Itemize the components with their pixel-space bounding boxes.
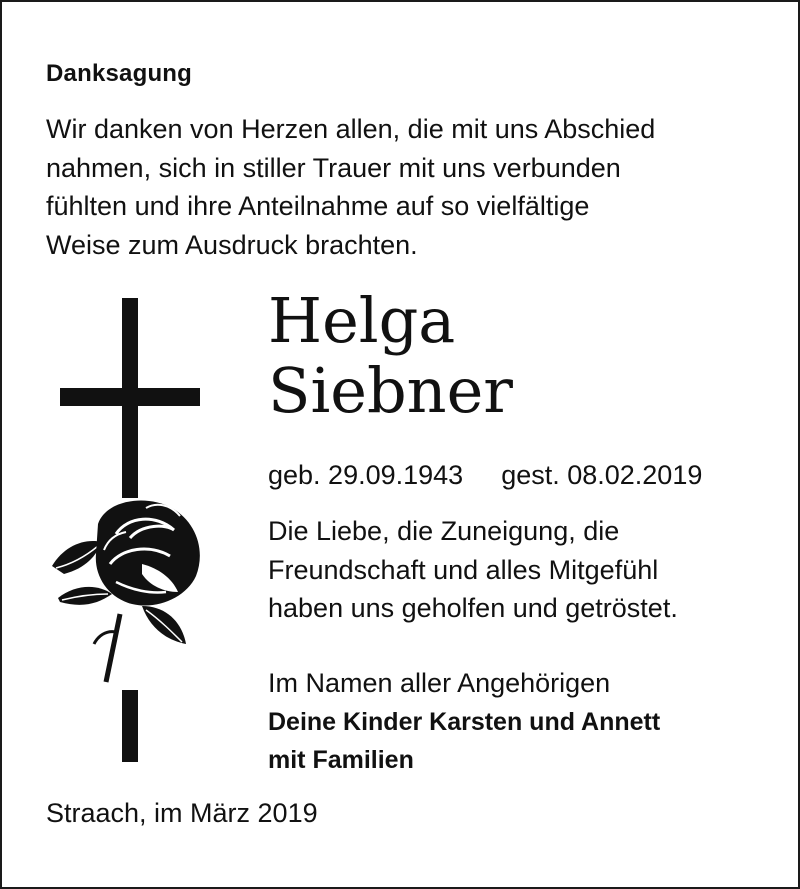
deceased-name — [268, 286, 513, 426]
thanks-line: Weise zum Ausdruck brachten. — [46, 229, 418, 260]
verse-line: Freundschaft und alles Mitgefühl — [268, 554, 659, 585]
verse-text — [268, 512, 678, 628]
death-date: gest. 08.02.2019 — [501, 460, 703, 490]
notice-title: Danksagung — [46, 60, 193, 87]
thanks-line: nahmen, sich in stiller Trauer mit uns verbunden — [46, 152, 621, 183]
verse-line: haben uns geholfen und getröstet. — [268, 593, 678, 623]
thanks-line: fühlten und ihre Anteilnahme auf so vielfältige — [46, 191, 590, 221]
cross-stem-icon — [122, 690, 138, 762]
rose-icon — [46, 494, 226, 684]
thanks-line: Wir danken von Herzen allen, die mit uns Abschied — [46, 114, 656, 144]
signature-block — [268, 664, 660, 780]
signature-intro: Im Namen aller Angehörigen — [268, 668, 611, 698]
life-dates — [268, 460, 702, 491]
thanks-paragraph — [46, 110, 766, 264]
first-name: Helga — [268, 284, 456, 357]
verse-line: Die Liebe, die Zuneigung, die — [268, 516, 620, 546]
signature-families: mit Familien — [268, 746, 414, 774]
last-name: Siebner — [268, 354, 513, 427]
signature-names: Deine Kinder Karsten und Annett — [268, 707, 661, 736]
birth-date: geb. 29.09.1943 — [268, 460, 464, 490]
cross-icon — [60, 298, 200, 498]
place-date: Straach, im März 2019 — [46, 798, 318, 828]
